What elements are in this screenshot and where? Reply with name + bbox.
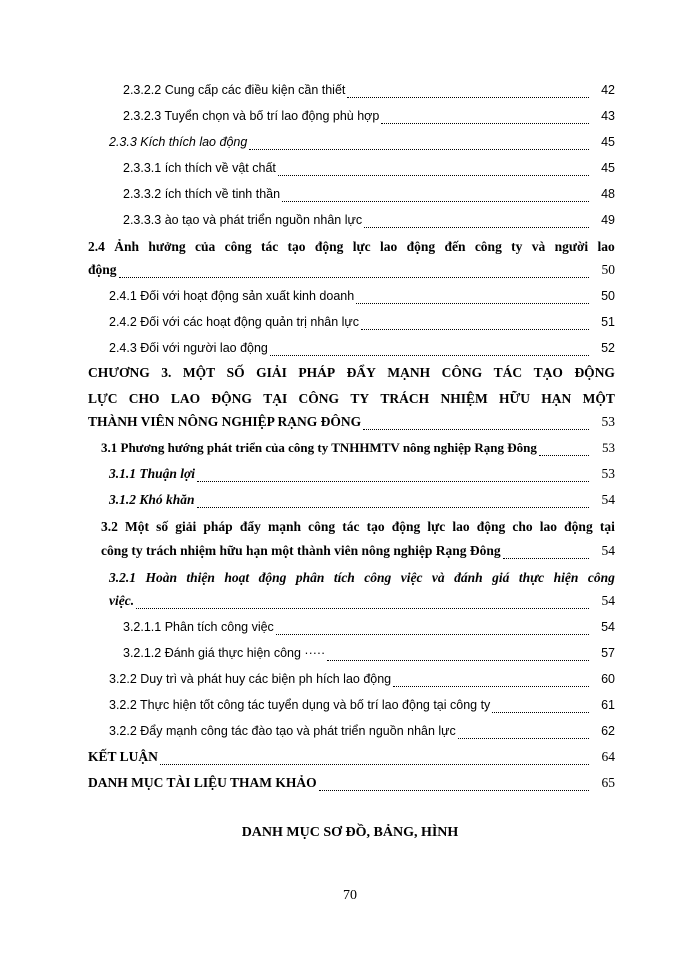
word: CHO: [128, 391, 160, 406]
toc-leader: [270, 341, 589, 356]
toc-leader: [393, 672, 589, 687]
word: tạo: [287, 239, 306, 254]
word: động: [391, 519, 421, 534]
toc-label: 2.4.2 Đối với các hoạt động quản trị nhân lực: [109, 315, 360, 329]
toc-label: 3.2.1.2 Đánh giá thực hiện công ·····: [123, 646, 326, 660]
toc-leader: [197, 493, 589, 508]
toc-label: DANH MỤC TÀI LIỆU THAM KHẢO: [88, 775, 317, 790]
toc-entry-continuation[interactable]: [101, 541, 615, 561]
toc-label: 3.2.2 Duy trì và phát huy các biện ph hích lao động: [109, 672, 392, 686]
toc-entry-continuation[interactable]: [88, 260, 615, 280]
word: và: [431, 570, 445, 585]
toc-label-line: [88, 236, 615, 257]
word: Một: [125, 519, 149, 534]
word: LỰC: [88, 391, 118, 406]
toc-entry[interactable]: [123, 80, 615, 100]
word: và: [531, 239, 546, 254]
word: công: [474, 239, 502, 254]
toc-label: 3.1 Phương hướng phát triển của công ty TNHHMTV nông nghiệp Rạng Đông: [101, 440, 537, 455]
word: CÔNG: [441, 365, 483, 380]
toc-page: 42: [601, 83, 615, 97]
word: MỘT: [182, 365, 216, 380]
word: ĐỘNG: [574, 365, 615, 380]
toc-leader: [503, 544, 589, 559]
toc-leader: [119, 263, 589, 278]
word: lao: [597, 239, 615, 254]
word: ĐỘNG: [211, 391, 252, 406]
toc-entry[interactable]: [109, 286, 615, 306]
toc-page: 54: [601, 593, 615, 608]
toc-entry[interactable]: [109, 669, 615, 689]
word: Ảnh: [114, 239, 139, 254]
toc-entry[interactable]: [101, 438, 615, 458]
toc-page: 62: [601, 724, 615, 738]
toc-entry-multiline[interactable]: [88, 236, 615, 257]
toc-leader: [458, 724, 589, 739]
word: PHÁP: [298, 365, 336, 380]
toc-page: 48: [601, 187, 615, 201]
toc-leader: [327, 646, 589, 661]
word: MẠNH: [387, 365, 431, 380]
toc-entry[interactable]: [123, 617, 615, 637]
toc-page: 53: [601, 414, 615, 429]
toc-label: 2.4.1 Đối với hoạt động sản xuất kinh doanh: [109, 289, 355, 303]
word: tác: [342, 519, 360, 534]
toc-label: 3.2.2 Thực hiện tốt công tác tuyển dụng và bố trí lao động tại công ty: [109, 698, 491, 712]
toc-page: 50: [601, 262, 615, 277]
word: ĐẨY: [346, 365, 376, 380]
word: lao: [379, 239, 398, 254]
toc-label: việc.: [109, 593, 135, 608]
toc-label: công ty trách nhiệm hữu hạn một thành viên nông nghiệp Rạng Đông: [101, 543, 501, 558]
toc-label: 2.3.3.3 ào tạo và phát triển nguồn nhân lực: [123, 213, 363, 227]
toc-page: 43: [601, 109, 615, 123]
word: CHƯƠNG: [88, 365, 150, 380]
word: 3.2.1: [109, 570, 136, 585]
word: hiện: [553, 570, 579, 585]
toc-entry[interactable]: [123, 158, 615, 178]
toc-entry[interactable]: [109, 338, 615, 358]
toc-label: 2.3.3 Kích thích lao động: [109, 135, 248, 149]
toc-page: 54: [601, 543, 615, 558]
toc-leader: [347, 83, 589, 98]
toc-leader: [539, 441, 589, 456]
word: lực: [352, 239, 371, 254]
list-of-figures-heading: DANH MỤC SƠ ĐỒ, BẢNG, HÌNH: [241, 825, 459, 840]
word: của: [195, 239, 216, 254]
toc-page: 45: [601, 161, 615, 175]
word: ty: [511, 239, 523, 254]
toc-page: 54: [601, 492, 615, 507]
toc-page: 51: [601, 315, 615, 329]
word: HỮU: [499, 391, 530, 406]
toc-label: động: [88, 262, 117, 277]
word: TY: [350, 391, 370, 406]
word: NHIỆM: [440, 391, 488, 406]
word: cho: [512, 519, 533, 534]
word: người: [554, 239, 589, 254]
toc-leader: [197, 467, 589, 482]
word: lực: [427, 519, 446, 534]
toc-leader: [249, 135, 589, 150]
toc-page: 50: [601, 289, 615, 303]
toc-leader: [276, 620, 589, 635]
word: công: [364, 570, 392, 585]
toc-page: 49: [601, 213, 615, 227]
toc-leader: [381, 109, 589, 124]
word: phân: [295, 570, 325, 585]
toc-label: 3.1.2 Khó khăn: [109, 492, 195, 507]
toc-entry[interactable]: [88, 747, 615, 767]
toc-page: 65: [601, 775, 615, 790]
toc-entry-continuation[interactable]: [109, 591, 615, 611]
toc-leader: [361, 315, 589, 330]
toc-label: KẾT LUẬN: [88, 749, 158, 764]
toc-entry[interactable]: [109, 312, 615, 332]
toc-leader: [278, 161, 589, 176]
word: động: [476, 519, 506, 534]
word: tác: [260, 239, 279, 254]
toc-page: 53: [601, 466, 615, 481]
word: công: [308, 519, 336, 534]
word: 3.: [161, 365, 172, 380]
toc-leader: [282, 187, 589, 202]
toc-leader: [160, 750, 589, 765]
word: pháp: [203, 519, 233, 534]
word: 2.4: [88, 239, 105, 254]
toc-page: 61: [601, 698, 615, 712]
toc-leader: [492, 698, 589, 713]
toc-leader: [356, 289, 589, 304]
word: động: [258, 570, 287, 585]
toc-page: 52: [601, 341, 615, 355]
word: công: [224, 239, 252, 254]
toc-page: 45: [601, 135, 615, 149]
toc-entry[interactable]: [109, 490, 615, 510]
page-number: 70: [343, 888, 357, 903]
word: mạnh: [267, 519, 301, 534]
word: hưởng: [148, 239, 186, 254]
toc-label: 2.3.2.2 Cung cấp các điều kiện cần thiết: [123, 83, 346, 97]
toc-entry-multiline[interactable]: [109, 567, 615, 588]
toc-entry[interactable]: [123, 184, 615, 204]
toc-leader: [364, 213, 589, 228]
word: thực: [518, 570, 545, 585]
word: công: [587, 570, 615, 585]
toc-entry-multiline[interactable]: [101, 516, 615, 537]
word: giá: [492, 570, 510, 585]
toc-label: THÀNH VIÊN NÔNG NGHIỆP RẠNG ĐÔNG: [88, 414, 362, 429]
toc-label: 3.1.1 Thuận lợi: [109, 466, 196, 481]
chapter-heading[interactable]: [88, 362, 615, 409]
toc-page: 60: [601, 672, 615, 686]
word: số: [156, 519, 169, 534]
toc-leader: [363, 415, 589, 430]
word: động: [406, 239, 436, 254]
word: giải: [175, 519, 197, 534]
word: Hoàn: [145, 570, 177, 585]
toc-entry[interactable]: [109, 464, 615, 484]
word: GIẢI: [256, 365, 287, 380]
word: TẠO: [533, 365, 563, 380]
toc-page: 57: [601, 646, 615, 660]
word: động: [314, 239, 344, 254]
word: việc: [400, 570, 423, 585]
word: LAO: [170, 391, 201, 406]
word: 3.2: [101, 519, 118, 534]
word: hoạt: [224, 570, 250, 585]
word: TRÁCH: [380, 391, 430, 406]
word: TÁC: [493, 365, 523, 380]
word: đến: [444, 239, 466, 254]
word: động: [564, 519, 593, 534]
word: thiện: [186, 570, 215, 585]
toc-entry[interactable]: [123, 106, 615, 126]
toc-entry[interactable]: [109, 721, 615, 741]
toc-entry[interactable]: [123, 643, 615, 663]
word: MỘT: [582, 391, 615, 406]
word: tạo: [366, 519, 385, 534]
word: đẩy: [239, 519, 261, 534]
toc-leader: [136, 594, 589, 609]
word: tích: [333, 570, 355, 585]
toc-label: 2.3.3.2 ích thích về tinh thần: [123, 187, 281, 201]
word: HẠN: [541, 391, 572, 406]
toc-entry[interactable]: [109, 695, 615, 715]
toc-leader: [319, 776, 589, 791]
word: đánh: [454, 570, 483, 585]
word: tại: [599, 519, 615, 534]
toc-page: 53: [602, 440, 615, 455]
toc-label: 3.2.2 Đẩy mạnh công tác đào tạo và phát triển nguồn nhân lực: [109, 724, 456, 738]
word: SỐ: [226, 365, 245, 380]
toc-label: 3.2.1.1 Phân tích công việc: [123, 620, 274, 634]
word: lao: [539, 519, 558, 534]
toc-entry[interactable]: [123, 210, 615, 230]
toc-label: 2.3.2.3 Tuyển chọn và bố trí lao động phù hợp: [123, 109, 380, 123]
toc-entry[interactable]: [88, 773, 615, 793]
toc-label: 2.4.3 Đối với người lao động: [109, 341, 268, 355]
word: lao: [452, 519, 470, 534]
toc-page: 64: [601, 749, 615, 764]
toc-entry-continuation[interactable]: [88, 412, 615, 432]
toc-label: 2.3.3.1 ích thích về vật chất: [123, 161, 276, 175]
toc-page: 54: [601, 620, 615, 634]
word: CÔNG: [298, 391, 340, 406]
word: TẠI: [263, 391, 288, 406]
toc-entry[interactable]: [109, 132, 615, 152]
